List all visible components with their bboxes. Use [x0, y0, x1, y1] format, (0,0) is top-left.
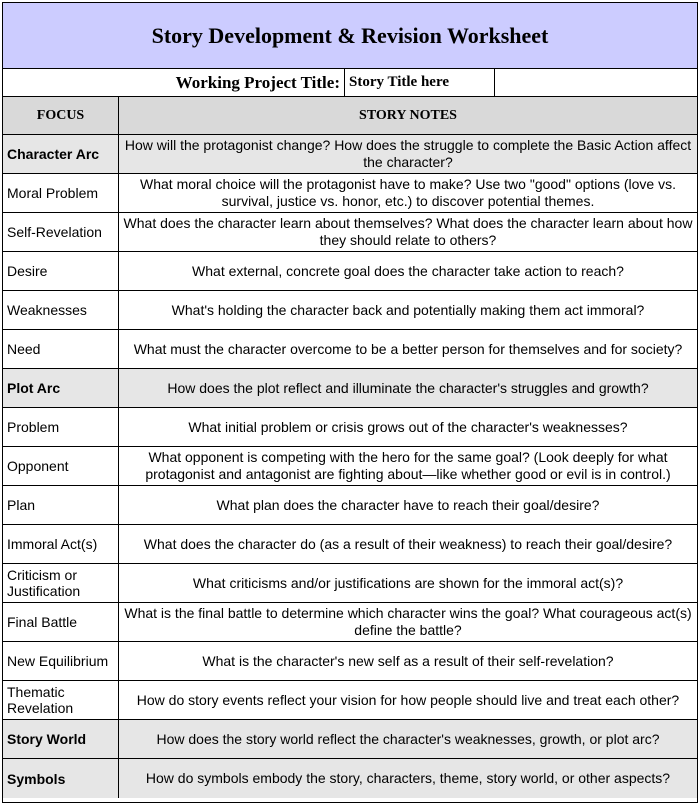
- notes-cell[interactable]: What initial problem or crisis grows out of the character's weaknesses?: [188, 418, 628, 435]
- table-row: [3, 564, 697, 603]
- focus-cell: Plot Arc: [3, 369, 119, 407]
- notes-cell[interactable]: What is the character's new self as a result of their self-revelation?: [202, 652, 614, 669]
- table-row: [3, 174, 697, 213]
- notes-cell[interactable]: What must the character overcome to be a better person for themselves and for society?: [133, 340, 683, 357]
- notes-cell[interactable]: What does the character do (as a result of their weakness) to reach their goal/desire?: [143, 535, 673, 552]
- table-row: [3, 291, 697, 330]
- focus-column-header: FOCUS: [3, 97, 119, 134]
- table-row: [3, 681, 697, 720]
- focus-cell: Story World: [3, 720, 119, 758]
- notes-cell[interactable]: How will the protagonist change? How does the struggle to complete the Basic Action affect the character?: [124, 137, 692, 170]
- table-row: [3, 330, 697, 369]
- focus-cell: Desire: [3, 252, 119, 290]
- project-title-label: Working Project Title:: [175, 72, 340, 92]
- focus-cell: Thematic Revelation: [3, 681, 119, 719]
- table-row: [3, 213, 697, 252]
- notes-cell[interactable]: What opponent is competing with the hero for the same goal? (Look deeply for what protagonist and antagonist are fighting about—like whether good or evil is in control.): [145, 449, 671, 482]
- table-row: [3, 525, 697, 564]
- notes-cell[interactable]: What is the final battle to determine which character wins the goal? What courageous act(s) define the battle?: [124, 605, 692, 638]
- notes-cell[interactable]: How do symbols embody the story, characters, theme, story world, or other aspects?: [145, 770, 671, 786]
- table-row: [3, 369, 697, 408]
- focus-cell: Immoral Act(s): [3, 525, 119, 563]
- table-row: [3, 135, 697, 174]
- table-row: [3, 408, 697, 447]
- focus-cell: Moral Problem: [3, 174, 119, 212]
- notes-cell[interactable]: What plan does the character have to reach their goal/desire?: [216, 496, 600, 513]
- notes-cell[interactable]: What's holding the character back and potentially making them act immoral?: [171, 301, 645, 318]
- project-title-row: [3, 69, 697, 97]
- focus-cell: Final Battle: [3, 603, 119, 641]
- notes-cell[interactable]: What criticisms and/or justifications are shown for the immoral act(s)?: [192, 574, 624, 591]
- focus-cell: Character Arc: [3, 135, 119, 173]
- worksheet: [2, 2, 698, 803]
- focus-cell: Need: [3, 330, 119, 368]
- focus-cell: Plan: [3, 486, 119, 524]
- focus-cell: New Equilibrium: [3, 642, 119, 680]
- table-row: [3, 486, 697, 525]
- table-row: [3, 252, 697, 291]
- focus-cell: Opponent: [3, 447, 119, 485]
- notes-cell[interactable]: How does the story world reflect the character's weaknesses, growth, or plot arc?: [156, 730, 660, 747]
- table-row: [3, 720, 697, 759]
- notes-cell[interactable]: What moral choice will the protagonist have to make? Use two "good" options (love vs. survival, justice vs. honor, etc.) to discover potential themes.: [140, 176, 676, 209]
- focus-cell: Symbols: [3, 759, 119, 798]
- focus-cell: Problem: [3, 408, 119, 446]
- project-row-filler: [495, 69, 697, 96]
- notes-cell[interactable]: How does the plot reflect and illuminate the character's struggles and growth?: [167, 379, 649, 396]
- focus-cell: Criticism or Justification: [3, 564, 119, 602]
- table-row: [3, 603, 697, 642]
- notes-cell[interactable]: How do story events reflect your vision for how people should live and treat each other?: [136, 691, 680, 708]
- table-row: [3, 642, 697, 681]
- notes-cell[interactable]: What external, concrete goal does the character take action to reach?: [192, 262, 624, 279]
- table-header: [3, 97, 697, 135]
- notes-cell[interactable]: What does the character learn about themselves? What does the character learn about how they should relate to others?: [123, 215, 693, 248]
- notes-column-header: STORY NOTES: [359, 107, 457, 123]
- worksheet-rows: [3, 135, 697, 798]
- focus-cell: Weaknesses: [3, 291, 119, 329]
- project-title-field[interactable]: Story Title here: [344, 69, 495, 96]
- table-row: [3, 759, 697, 798]
- worksheet-title: Story Development & Revision Worksheet: [3, 3, 697, 69]
- focus-cell: Self-Revelation: [3, 213, 119, 251]
- table-row: [3, 447, 697, 486]
